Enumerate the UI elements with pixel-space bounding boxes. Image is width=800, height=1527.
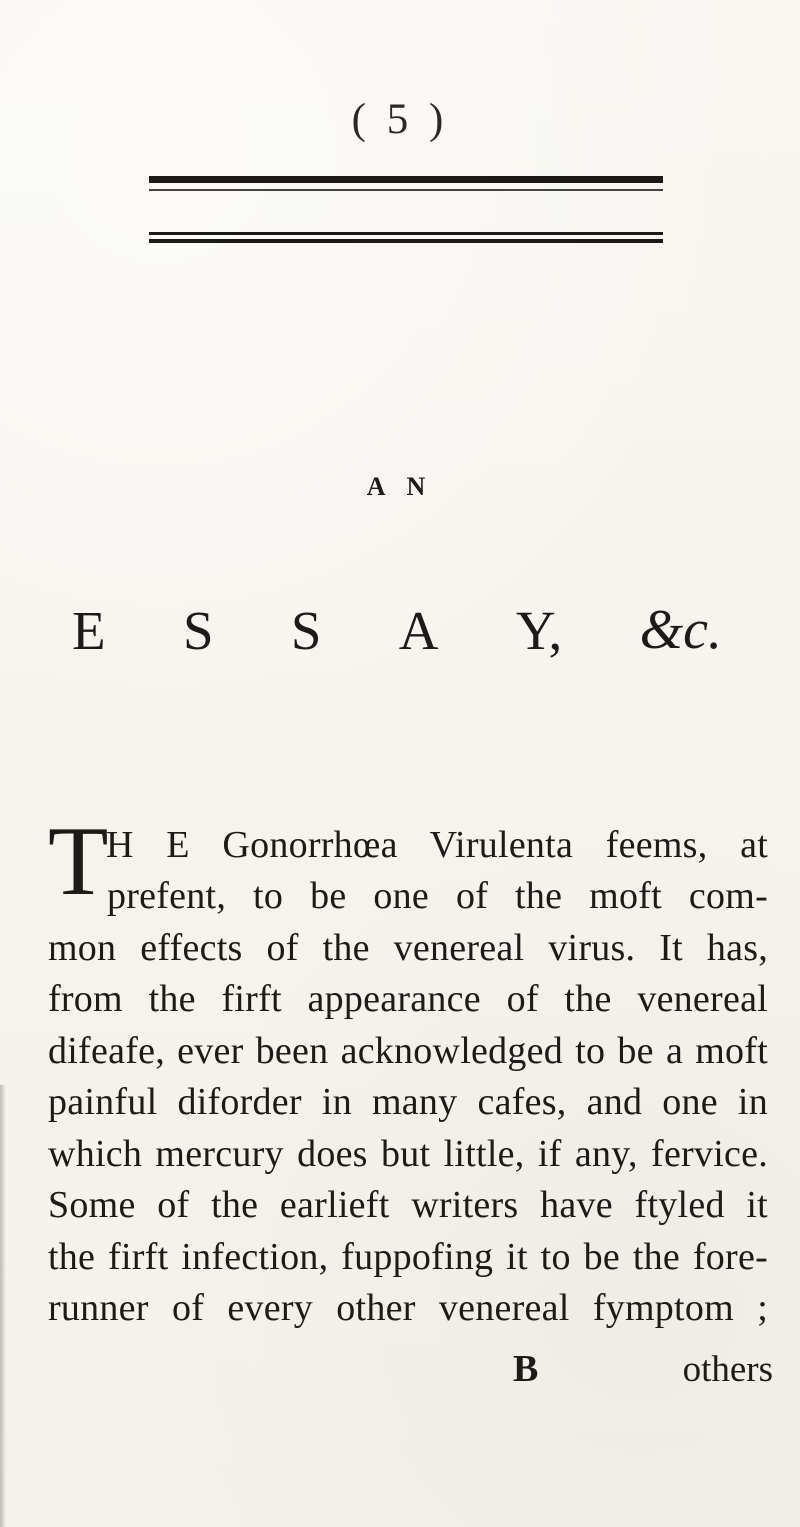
title-letter-s-1: S [182, 599, 214, 661]
signature-mark: B [513, 1348, 539, 1390]
title-etcetera: &c. [639, 599, 722, 661]
ornament-rule-upper [149, 232, 663, 235]
body-line: Some of the earlieft writers have ftyled it [48, 1184, 768, 1226]
body-line: difeafe, ever been acknowledged to be a moft [48, 1029, 768, 1072]
title-article: A N [366, 472, 434, 501]
essay-title [72, 599, 722, 661]
binding-edge-shadow [0, 1085, 6, 1527]
catchword: others [682, 1349, 773, 1390]
drop-cap-letter: T [48, 807, 109, 916]
page-header [0, 98, 800, 141]
body-line: mon effects of the venereal virus. It has, [48, 926, 768, 969]
body-line: runner of every other venereal fymptom ; [48, 1287, 768, 1329]
top-thin-rule [149, 189, 663, 191]
page-number: ( 5 ) [351, 96, 449, 143]
title-letter-a: A [398, 599, 439, 661]
indented-second-line: prefent, to be one of the moft com- [107, 875, 768, 917]
top-heavy-rule [149, 176, 663, 183]
opening-line-text: H E Gonorrhœa Virulenta feems, at [106, 824, 768, 866]
body-line: the firft infection, fuppofing it to be the fore- [48, 1235, 768, 1278]
ornament-rule-lower [149, 239, 663, 243]
essay-body [48, 807, 768, 1335]
body-line: painful diforder in many cafes, and one in [48, 1081, 768, 1123]
title-letter-y: Y, [515, 599, 563, 661]
page-footer [513, 1350, 773, 1388]
title-letter-s-2: S [290, 599, 322, 661]
title-letter-e: E [72, 599, 106, 661]
body-line: which mercury does but little, if any, fervice. [48, 1132, 768, 1175]
body-line: from the firft appearance of the venereal [48, 978, 768, 1020]
